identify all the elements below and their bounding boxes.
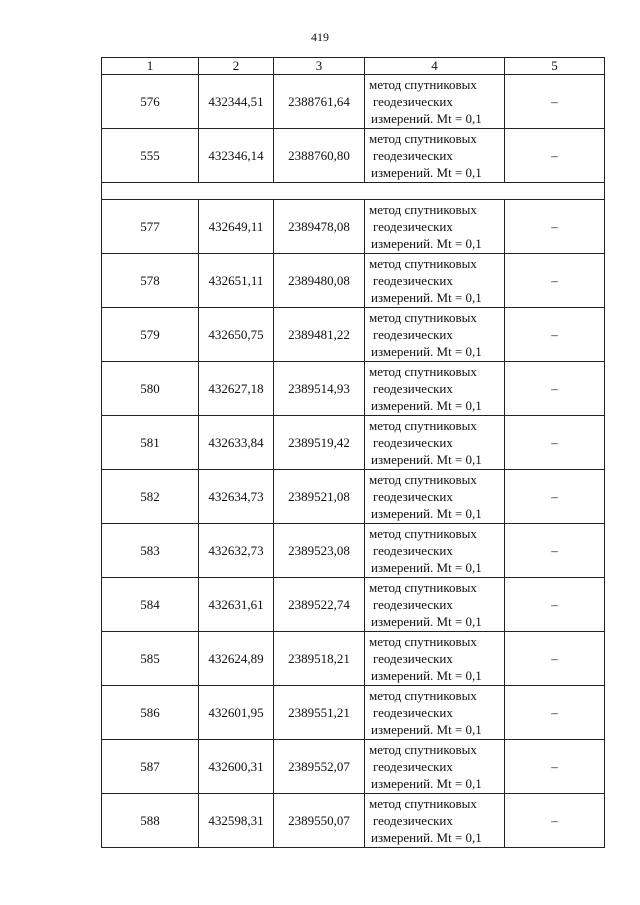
point-number: 579 bbox=[102, 308, 199, 362]
point-number: 581 bbox=[102, 416, 199, 470]
method-description bbox=[365, 470, 505, 524]
method-line: геодезических bbox=[373, 327, 453, 342]
y-coordinate: 2389478,08 bbox=[274, 200, 365, 254]
table-row bbox=[102, 308, 605, 362]
method-description bbox=[365, 362, 505, 416]
method-description bbox=[365, 686, 505, 740]
table-row bbox=[102, 129, 605, 183]
point-number: 580 bbox=[102, 362, 199, 416]
method-line: измерений. Mt = 0,1 bbox=[371, 165, 482, 180]
coordinates-table bbox=[101, 57, 605, 848]
col5-value: – bbox=[505, 794, 605, 848]
point-number: 586 bbox=[102, 686, 199, 740]
method-line: геодезических bbox=[373, 94, 453, 109]
x-coordinate: 432631,61 bbox=[199, 578, 274, 632]
x-coordinate: 432633,84 bbox=[199, 416, 274, 470]
y-coordinate: 2389550,07 bbox=[274, 794, 365, 848]
x-coordinate: 432650,75 bbox=[199, 308, 274, 362]
table-row bbox=[102, 470, 605, 524]
method-line: геодезических bbox=[373, 435, 453, 450]
y-coordinate: 2388761,64 bbox=[274, 75, 365, 129]
point-number: 555 bbox=[102, 129, 199, 183]
x-coordinate: 432346,14 bbox=[199, 129, 274, 183]
col5-value: – bbox=[505, 632, 605, 686]
method-line: геодезических bbox=[373, 543, 453, 558]
y-coordinate: 2389522,74 bbox=[274, 578, 365, 632]
table-row bbox=[102, 75, 605, 129]
table-body bbox=[102, 75, 605, 848]
x-coordinate: 432601,95 bbox=[199, 686, 274, 740]
method-line: метод спутниковых bbox=[369, 526, 477, 541]
method-description bbox=[365, 308, 505, 362]
separator-cell bbox=[102, 183, 605, 200]
y-coordinate: 2389518,21 bbox=[274, 632, 365, 686]
method-line: метод спутниковых bbox=[369, 418, 477, 433]
point-number: 587 bbox=[102, 740, 199, 794]
method-line: геодезических bbox=[373, 651, 453, 666]
y-coordinate: 2389480,08 bbox=[274, 254, 365, 308]
method-description bbox=[365, 794, 505, 848]
point-number: 584 bbox=[102, 578, 199, 632]
method-line: метод спутниковых bbox=[369, 202, 477, 217]
col5-value: – bbox=[505, 416, 605, 470]
table-row bbox=[102, 200, 605, 254]
method-line: измерений. Mt = 0,1 bbox=[371, 344, 482, 359]
method-line: геодезических bbox=[373, 273, 453, 288]
method-line: геодезических bbox=[373, 813, 453, 828]
method-line: измерений. Mt = 0,1 bbox=[371, 452, 482, 467]
method-description bbox=[365, 416, 505, 470]
table-row bbox=[102, 740, 605, 794]
method-description bbox=[365, 632, 505, 686]
col5-value: – bbox=[505, 740, 605, 794]
method-line: метод спутниковых bbox=[369, 77, 477, 92]
method-line: метод спутниковых bbox=[369, 131, 477, 146]
method-line: геодезических bbox=[373, 597, 453, 612]
method-line: измерений. Mt = 0,1 bbox=[371, 776, 482, 791]
col5-value: – bbox=[505, 75, 605, 129]
col5-value: – bbox=[505, 470, 605, 524]
method-line: измерений. Mt = 0,1 bbox=[371, 668, 482, 683]
point-number: 583 bbox=[102, 524, 199, 578]
method-line: метод спутниковых bbox=[369, 256, 477, 271]
point-number: 588 bbox=[102, 794, 199, 848]
x-coordinate: 432344,51 bbox=[199, 75, 274, 129]
point-number: 585 bbox=[102, 632, 199, 686]
method-line: метод спутниковых bbox=[369, 742, 477, 757]
header-col-4: 4 bbox=[365, 58, 505, 75]
table-row bbox=[102, 254, 605, 308]
table-row bbox=[102, 578, 605, 632]
table-row bbox=[102, 416, 605, 470]
x-coordinate: 432598,31 bbox=[199, 794, 274, 848]
header-col-2: 2 bbox=[199, 58, 274, 75]
x-coordinate: 432651,11 bbox=[199, 254, 274, 308]
col5-value: – bbox=[505, 524, 605, 578]
method-description bbox=[365, 75, 505, 129]
col5-value: – bbox=[505, 362, 605, 416]
table-row bbox=[102, 794, 605, 848]
y-coordinate: 2389481,22 bbox=[274, 308, 365, 362]
method-line: метод спутниковых bbox=[369, 364, 477, 379]
method-line: геодезических bbox=[373, 759, 453, 774]
method-line: метод спутниковых bbox=[369, 688, 477, 703]
x-coordinate: 432632,73 bbox=[199, 524, 274, 578]
y-coordinate: 2389551,21 bbox=[274, 686, 365, 740]
method-description bbox=[365, 129, 505, 183]
method-line: измерений. Mt = 0,1 bbox=[371, 290, 482, 305]
method-line: метод спутниковых bbox=[369, 580, 477, 595]
method-line: метод спутниковых bbox=[369, 472, 477, 487]
point-number: 578 bbox=[102, 254, 199, 308]
method-line: измерений. Mt = 0,1 bbox=[371, 236, 482, 251]
method-line: геодезических bbox=[373, 148, 453, 163]
col5-value: – bbox=[505, 308, 605, 362]
y-coordinate: 2389523,08 bbox=[274, 524, 365, 578]
method-line: геодезических bbox=[373, 381, 453, 396]
method-line: измерений. Mt = 0,1 bbox=[371, 722, 482, 737]
method-line: метод спутниковых bbox=[369, 796, 477, 811]
method-line: измерений. Mt = 0,1 bbox=[371, 111, 482, 126]
header-col-5: 5 bbox=[505, 58, 605, 75]
col5-value: – bbox=[505, 129, 605, 183]
method-description bbox=[365, 740, 505, 794]
header-col-1: 1 bbox=[102, 58, 199, 75]
y-coordinate: 2389521,08 bbox=[274, 470, 365, 524]
x-coordinate: 432624,89 bbox=[199, 632, 274, 686]
method-line: измерений. Mt = 0,1 bbox=[371, 830, 482, 845]
x-coordinate: 432627,18 bbox=[199, 362, 274, 416]
method-description bbox=[365, 200, 505, 254]
y-coordinate: 2389552,07 bbox=[274, 740, 365, 794]
x-coordinate: 432649,11 bbox=[199, 200, 274, 254]
x-coordinate: 432600,31 bbox=[199, 740, 274, 794]
method-description bbox=[365, 578, 505, 632]
table-header-row bbox=[102, 58, 605, 75]
point-number: 577 bbox=[102, 200, 199, 254]
method-line: измерений. Mt = 0,1 bbox=[371, 614, 482, 629]
method-line: измерений. Mt = 0,1 bbox=[371, 398, 482, 413]
method-line: метод спутниковых bbox=[369, 310, 477, 325]
method-line: геодезических bbox=[373, 705, 453, 720]
point-number: 582 bbox=[102, 470, 199, 524]
table-row bbox=[102, 686, 605, 740]
col5-value: – bbox=[505, 254, 605, 308]
y-coordinate: 2388760,80 bbox=[274, 129, 365, 183]
method-description bbox=[365, 524, 505, 578]
method-line: геодезических bbox=[373, 489, 453, 504]
header-col-3: 3 bbox=[274, 58, 365, 75]
method-line: измерений. Mt = 0,1 bbox=[371, 506, 482, 521]
y-coordinate: 2389514,93 bbox=[274, 362, 365, 416]
col5-value: – bbox=[505, 200, 605, 254]
table-row bbox=[102, 632, 605, 686]
method-line: геодезических bbox=[373, 219, 453, 234]
method-line: измерений. Mt = 0,1 bbox=[371, 560, 482, 575]
table-row bbox=[102, 524, 605, 578]
col5-value: – bbox=[505, 686, 605, 740]
method-description bbox=[365, 254, 505, 308]
method-line: метод спутниковых bbox=[369, 634, 477, 649]
point-number: 576 bbox=[102, 75, 199, 129]
x-coordinate: 432634,73 bbox=[199, 470, 274, 524]
page-number: 419 bbox=[311, 30, 329, 44]
table-row bbox=[102, 362, 605, 416]
y-coordinate: 2389519,42 bbox=[274, 416, 365, 470]
col5-value: – bbox=[505, 578, 605, 632]
separator-row bbox=[102, 183, 605, 200]
